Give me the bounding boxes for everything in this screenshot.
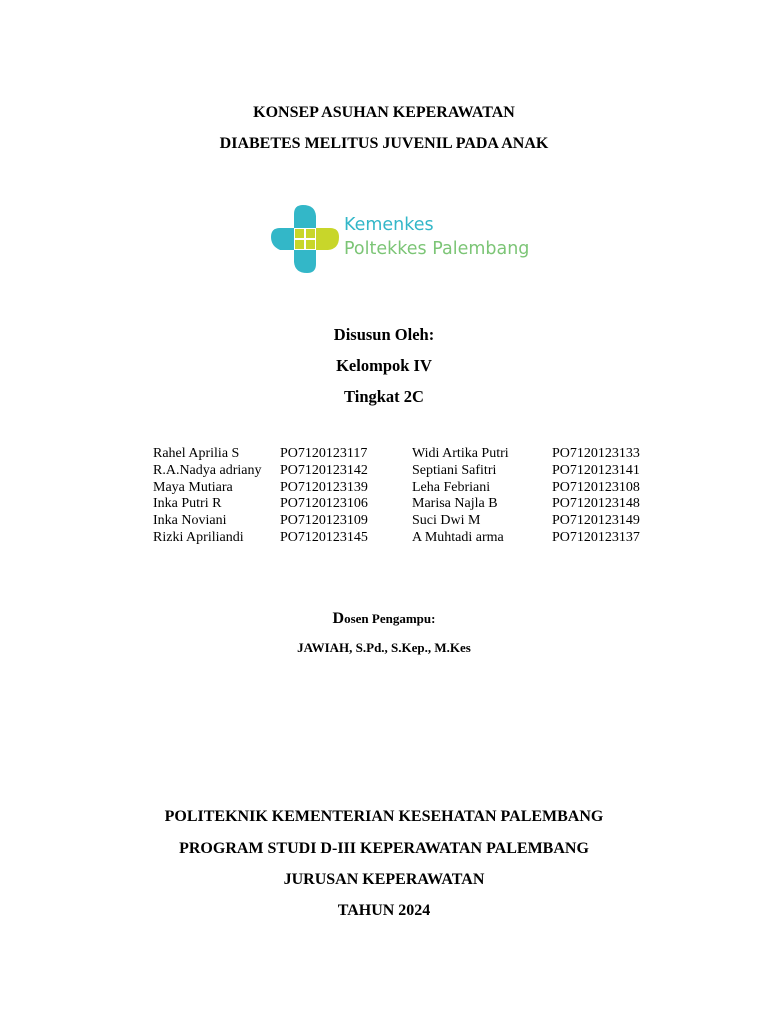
member-name: Widi Artika Putri — [412, 446, 509, 461]
member-row — [153, 530, 673, 547]
document-title-line-2: DIABETES MELITUS JUVENIL PADA ANAK — [219, 135, 549, 152]
member-name: Septiani Safitri — [412, 462, 497, 478]
member-nim: PO7120123139 — [280, 479, 368, 495]
member-nim: PO7120123145 — [280, 529, 368, 545]
member-nim: PO7120123109 — [280, 513, 368, 529]
member-row — [153, 463, 673, 480]
document-title-line-1: KONSEP ASUHAN KEPERAWATAN — [253, 104, 515, 121]
member-nim: PO7120123141 — [552, 462, 640, 478]
member-nim: PO7120123142 — [280, 462, 368, 478]
member-name: Marisa Najla B — [412, 496, 498, 512]
member-list — [153, 446, 673, 547]
member-name: Inka Noviani — [153, 513, 227, 529]
member-nim: PO7120123149 — [552, 513, 640, 529]
member-name: Suci Dwi M — [412, 513, 481, 529]
logo-text-kemenkes: Kemenkes — [344, 215, 434, 235]
member-nim: PO7120123117 — [280, 446, 368, 461]
member-name: Rahel Aprilia S — [153, 446, 240, 461]
authors-label: Disusun Oleh: — [333, 325, 435, 344]
year: TAHUN 2024 — [337, 902, 431, 919]
member-row — [153, 446, 673, 463]
supervisor-name: JAWIAH, S.Pd., S.Kep., M.Kes — [297, 640, 471, 655]
member-name: A Muhtadi arma — [412, 529, 504, 545]
institution-name: POLITEKNIK KEMENTERIAN KESEHATAN PALEMBANG — [164, 808, 604, 825]
member-nim: PO7120123106 — [280, 496, 368, 512]
member-nim: PO7120123137 — [552, 529, 640, 545]
department: JURUSAN KEPERAWATAN — [283, 871, 485, 888]
supervisor-label-initial: D — [332, 610, 345, 627]
study-program: PROGRAM STUDI D-III KEPERAWATAN PALEMBANG — [179, 840, 589, 857]
member-row — [153, 480, 673, 497]
kemenkes-emblem-icon — [270, 204, 340, 274]
member-name: Inka Putri R — [153, 496, 222, 512]
logo-text-poltekkes: Poltekkes Palembang — [344, 239, 530, 259]
member-row — [153, 513, 673, 530]
member-name: R.A.Nadya adriany — [153, 462, 262, 478]
member-nim: PO7120123133 — [552, 446, 640, 461]
member-name: Rizki Apriliandi — [153, 529, 244, 545]
member-row — [153, 496, 673, 513]
supervisor-label — [0, 610, 768, 628]
member-nim: PO7120123148 — [552, 496, 640, 512]
member-name: Maya Mutiara — [153, 479, 233, 495]
group-name: Kelompok IV — [336, 356, 432, 375]
member-nim: PO7120123108 — [552, 479, 640, 495]
kemenkes-logo — [270, 204, 540, 276]
class-level: Tingkat 2C — [344, 387, 424, 406]
member-name: Leha Febriani — [412, 479, 491, 495]
supervisor-label-rest: osen Pengampu: — [344, 611, 436, 626]
